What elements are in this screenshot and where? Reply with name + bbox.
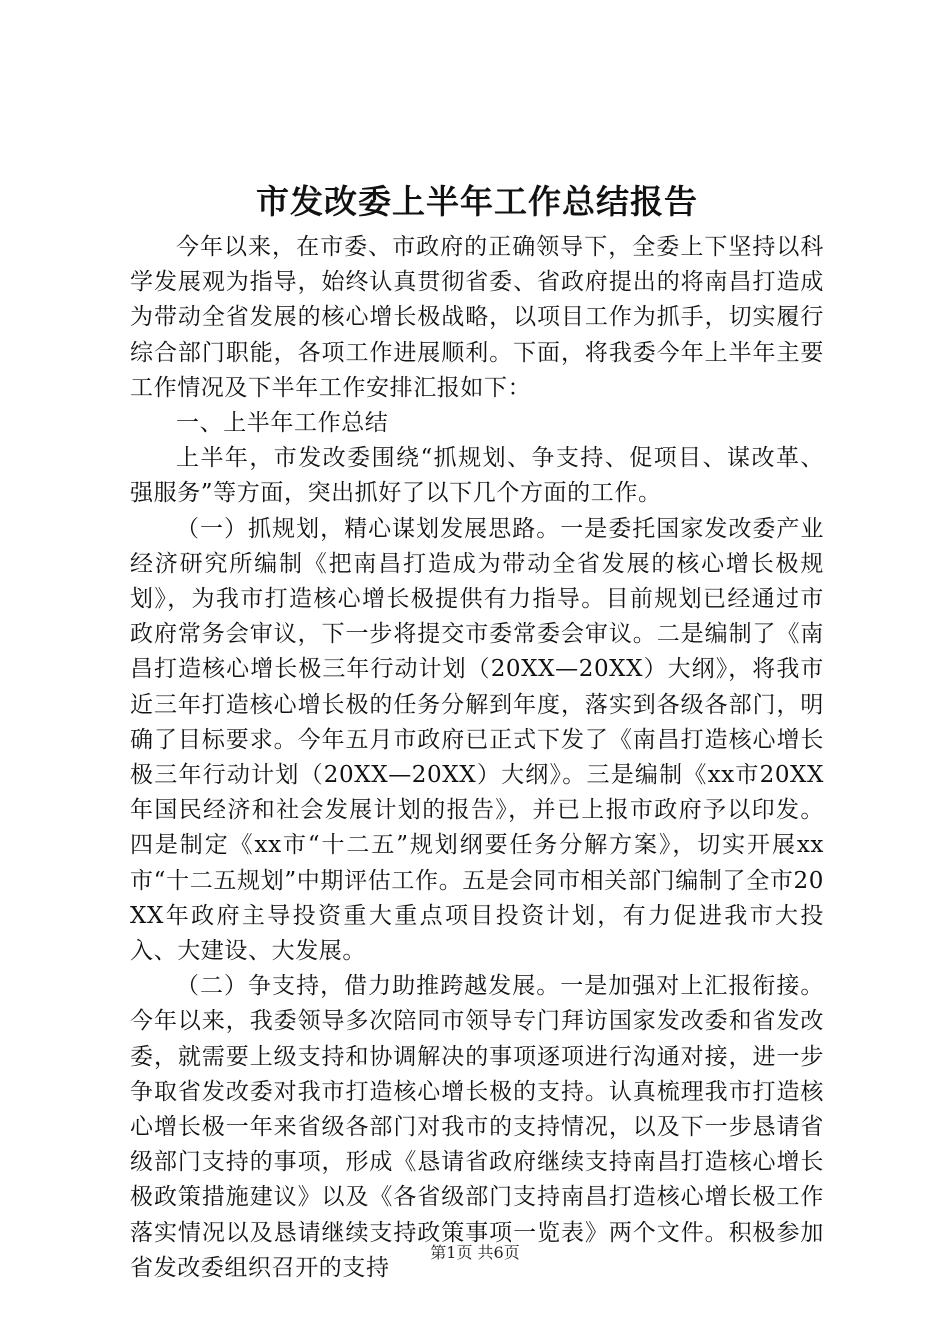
support-paragraph: （二）争支持，借力助推跨越发展。一是加强对上汇报衔接。今年以来，我委领导多次陪同市领导专门拜访国家发改委和省发改委，就需要上级支持和协调解决的事项逐项进行沟通对接，进一步争取省发改委对我市打造核心增长极的支持。认真梳理我市打造核心增长极一年来省级各部门对我市的支持情况，以及下一步恳请省级部门支持的事项，形成《恳请省政府继续支持南昌打造核心增长极政策措施建议》以及《各省级部门支持南昌打造核心增长极工作落实情况以及恳请继续支持政策事项一览表》两个文件。积极参加省发改委组织召开的支持: [130, 973, 824, 1281]
summary-paragraph: 上半年，市发改委围绕“抓规划、争支持、促项目、谋改革、强服务”等方面，突出抓好了以下几个方面的工作。: [130, 445, 824, 507]
page-footer: 第1页 共6页: [430, 1243, 520, 1262]
section-heading: 一、上半年工作总结: [176, 410, 389, 437]
planning-paragraph: （一）抓规划，精心谋划发展思路。一是委托国家发改委产业经济研究所编制《把南昌打造成为带动全省发展的核心增长极规划》，为我市打造核心增长极提供有力指导。目前规划已经通过市政府常务会审议，下一步将提交市委常委会审议。二是编制了《南昌打造核心增长极三年行动计划（20XX—20XX）大纲》，将我市近三年打造核心增长极的任务分解到年度，落实到各级各部门，明确了目标要求。今年五月市政府已正式下发了《南昌打造核心增长极三年行动计划（20XX—20XX）大纲》。三是编制《xx市20XX年国民经济和社会发展计划的报告》，并已上报市政府予以印发。四是制定《xx市“十二五”规划纲要任务分解方案》，切实开展xx市“十二五规划”中期评估工作。五是会同市相关部门编制了全市20XX年政府主导投资重大重点项目投资计划，有力促进我市大投入、大建设、大发展。: [130, 515, 824, 965]
document-title: 市发改委上半年工作总结报告: [256, 182, 698, 221]
intro-paragraph: 今年以来，在市委、市政府的正确领导下，全委上下坚持以科学发展观为指导，始终认真贯彻省委、省政府提出的将南昌打造成为带动全省发展的核心增长极战略，以项目工作为抓手，切实履行综合部门职能，各项工作进展顺利。下面，将我委今年上半年主要工作情况及下半年工作安排汇报如下：: [130, 234, 824, 401]
document-body: [130, 230, 824, 1286]
